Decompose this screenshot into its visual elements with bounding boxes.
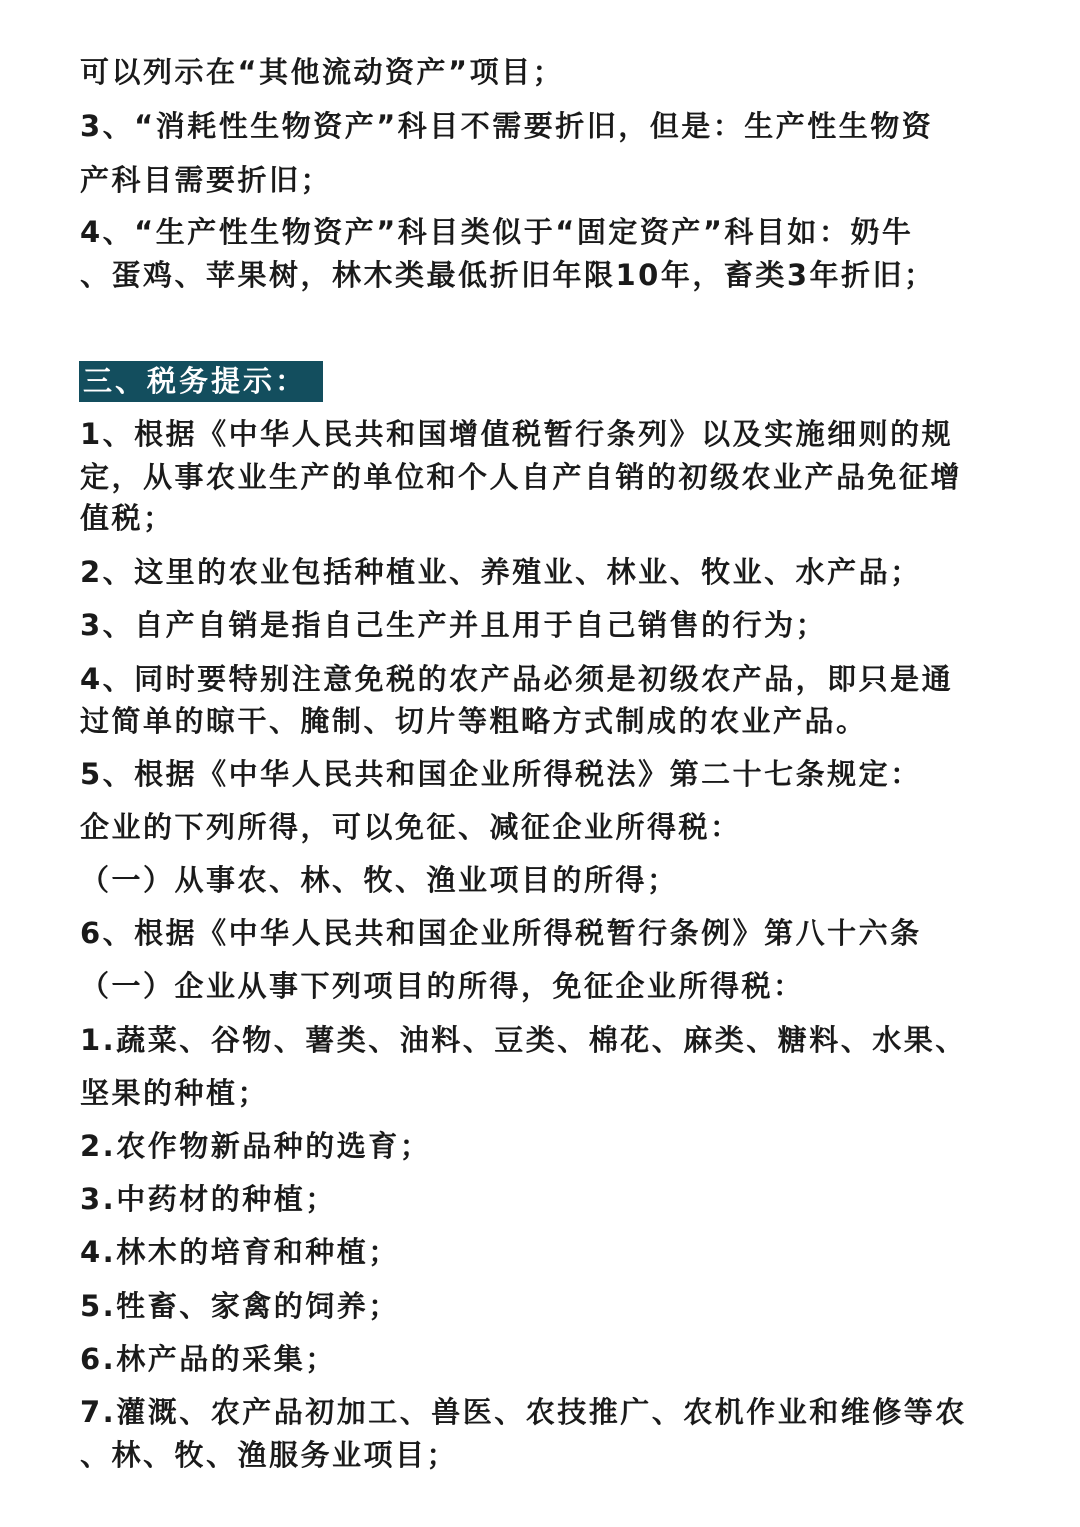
text-line: 6、根据《中华人民共和国企业所得税暂行条例》第八十六条: [80, 916, 922, 950]
text-line: 3.中药材的种植；: [80, 1182, 337, 1216]
text-line: 值税；: [80, 501, 175, 535]
text-line: 、林、牧、渔服务业项目；: [80, 1438, 459, 1472]
text-line: 1、根据《中华人民共和国增值税暂行条列》以及实施细则的规: [80, 417, 954, 451]
text-line: 1.蔬菜、谷物、薯类、油料、豆类、棉花、麻类、糖料、水果、: [80, 1023, 967, 1057]
text-line: 5、根据《中华人民共和国企业所得税法》第二十七条规定：: [80, 757, 922, 791]
text-line: 5.牲畜、家禽的饲养；: [80, 1289, 400, 1323]
text-line: 4、同时要特别注意免税的农产品必须是初级农产品，即只是通: [80, 662, 954, 696]
text-line: 坚果的种植；: [80, 1076, 270, 1110]
text-line: 4、“生产性生物资产”科目类似于“固定资产”科目如：奶牛: [80, 215, 914, 249]
text-line: 4.林木的培育和种植；: [80, 1235, 400, 1269]
text-line: 6.林产品的采集；: [80, 1342, 337, 1376]
text-line: 定，从事农业生产的单位和个人自产自销的初级农业产品免征增: [80, 460, 963, 494]
text-line: 过简单的晾干、腌制、切片等粗略方式制成的农业产品。: [80, 704, 868, 738]
text-line: 产科目需要折旧；: [80, 163, 333, 197]
text-line: 企业的下列所得，可以免征、减征企业所得税：: [80, 810, 742, 844]
text-line: 7.灌溉、农产品初加工、兽医、农技推广、农机作业和维修等农: [80, 1395, 967, 1429]
text-line: 可以列示在“其他流动资产”项目；: [80, 55, 565, 89]
text-line: 3、自产自销是指自己生产并且用于自己销售的行为；: [80, 608, 828, 642]
text-line: （一）从事农、林、牧、渔业项目的所得；: [80, 863, 679, 897]
text-line: 2.农作物新品种的选育；: [80, 1129, 432, 1163]
text-line: （一）企业从事下列项目的所得，免征企业所得税：: [80, 969, 805, 1003]
text-line: 2、这里的农业包括种植业、养殖业、林业、牧业、水产品；: [80, 555, 922, 589]
text-line: 3、“消耗性生物资产”科目不需要折旧，但是：生产性生物资: [80, 109, 934, 143]
section-heading: 三、税务提示：: [79, 361, 323, 402]
text-line: 、蛋鸡、苹果树，林木类最低折旧年限10年，畜类3年折旧；: [80, 258, 936, 292]
